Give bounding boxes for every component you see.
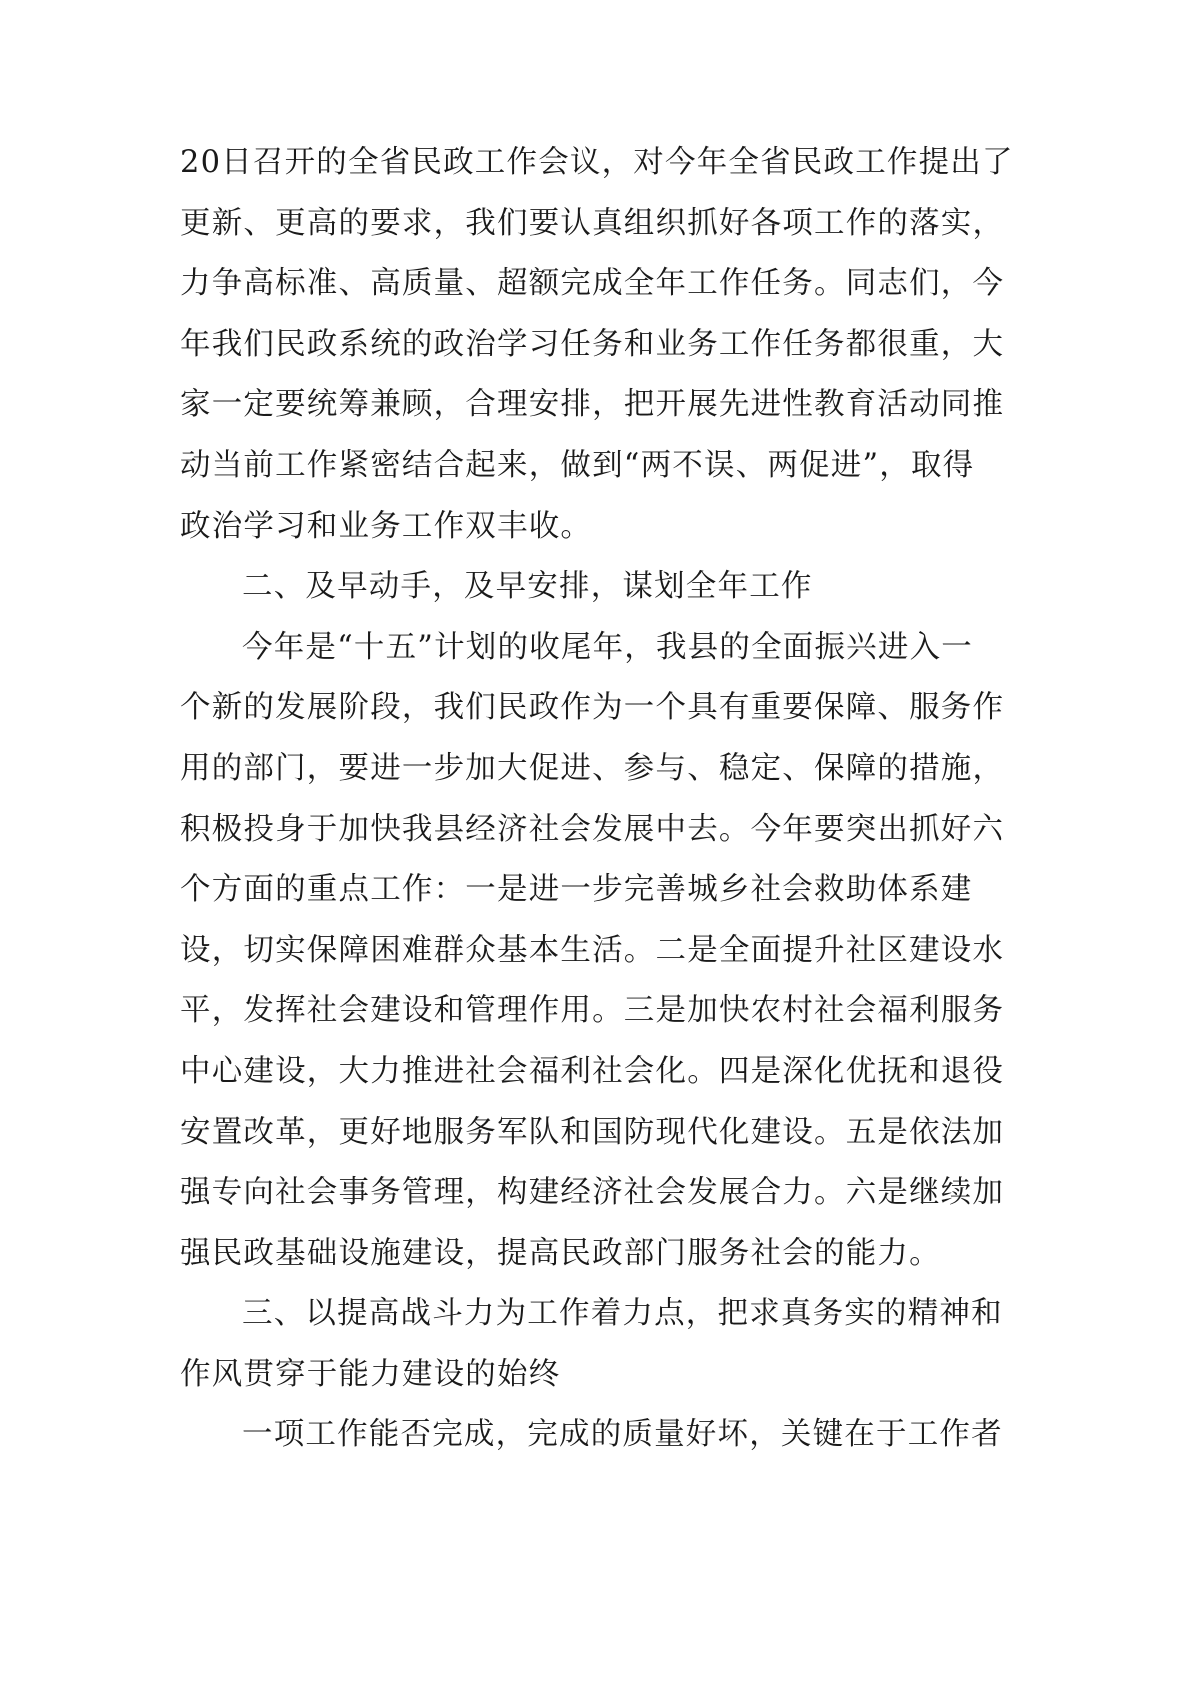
text-line: 政治学习和业务工作双丰收。 (180, 508, 593, 544)
paragraph-start-line: 今年是“十五”计划的收尾年，我县的全面振兴进入一 (242, 629, 973, 665)
text-line: 更新、更高的要求，我们要认真组织抓好各项工作的落实， (180, 205, 1005, 241)
text-line: 积极投身于加快我县经济社会发展中去。今年要突出抓好六 (180, 811, 1005, 847)
text-line: 20日召开的全省民政工作会议，对今年全省民政工作提出了 (180, 145, 1014, 180)
text-line: 家一定要统筹兼顾，合理安排，把开展先进性教育活动同推 (180, 387, 1005, 423)
section-heading: 二、及早动手，及早安排，谋划全年工作 (242, 569, 813, 605)
text-line: 力争高标准、高质量、超额完成全年工作任务。同志们，今 (180, 266, 1005, 302)
text-line: 个方面的重点工作：一是进一步完善城乡社会救助体系建 (180, 872, 973, 908)
section-heading: 三、以提高战斗力为工作着力点，把求真务实的精神和 (242, 1296, 1003, 1332)
text-line: 安置改革，更好地服务军队和国防现代化建设。五是依法加 (180, 1114, 1005, 1150)
paragraph-start-line: 一项工作能否完成，完成的质量好坏，关键在于工作者 (242, 1417, 1003, 1453)
text-line: 年我们民政系统的政治学习任务和业务工作任务都很重，大 (180, 326, 1005, 362)
text-line: 动当前工作紧密结合起来，做到“两不误、两促进”，取得 (180, 447, 975, 483)
text-line: 强民政基础设施建设，提高民政部门服务社会的能力。 (180, 1235, 941, 1271)
document-body (180, 133, 1040, 1466)
text-line: 用的部门，要进一步加大促进、参与、稳定、保障的措施， (180, 750, 1005, 786)
text-line: 中心建设，大力推进社会福利社会化。四是深化优抚和退役 (180, 1053, 1005, 1089)
text-line: 平，发挥社会建设和管理作用。三是加快农村社会福利服务 (180, 993, 1005, 1029)
text-line: 设，切实保障困难群众基本生活。二是全面提升社区建设水 (180, 932, 1005, 968)
section-heading-continued: 作风贯穿于能力建设的始终 (180, 1356, 561, 1392)
text-line: 强专向社会事务管理，构建经济社会发展合力。六是继续加 (180, 1175, 1005, 1211)
text-line: 个新的发展阶段，我们民政作为一个具有重要保障、服务作 (180, 690, 1005, 726)
